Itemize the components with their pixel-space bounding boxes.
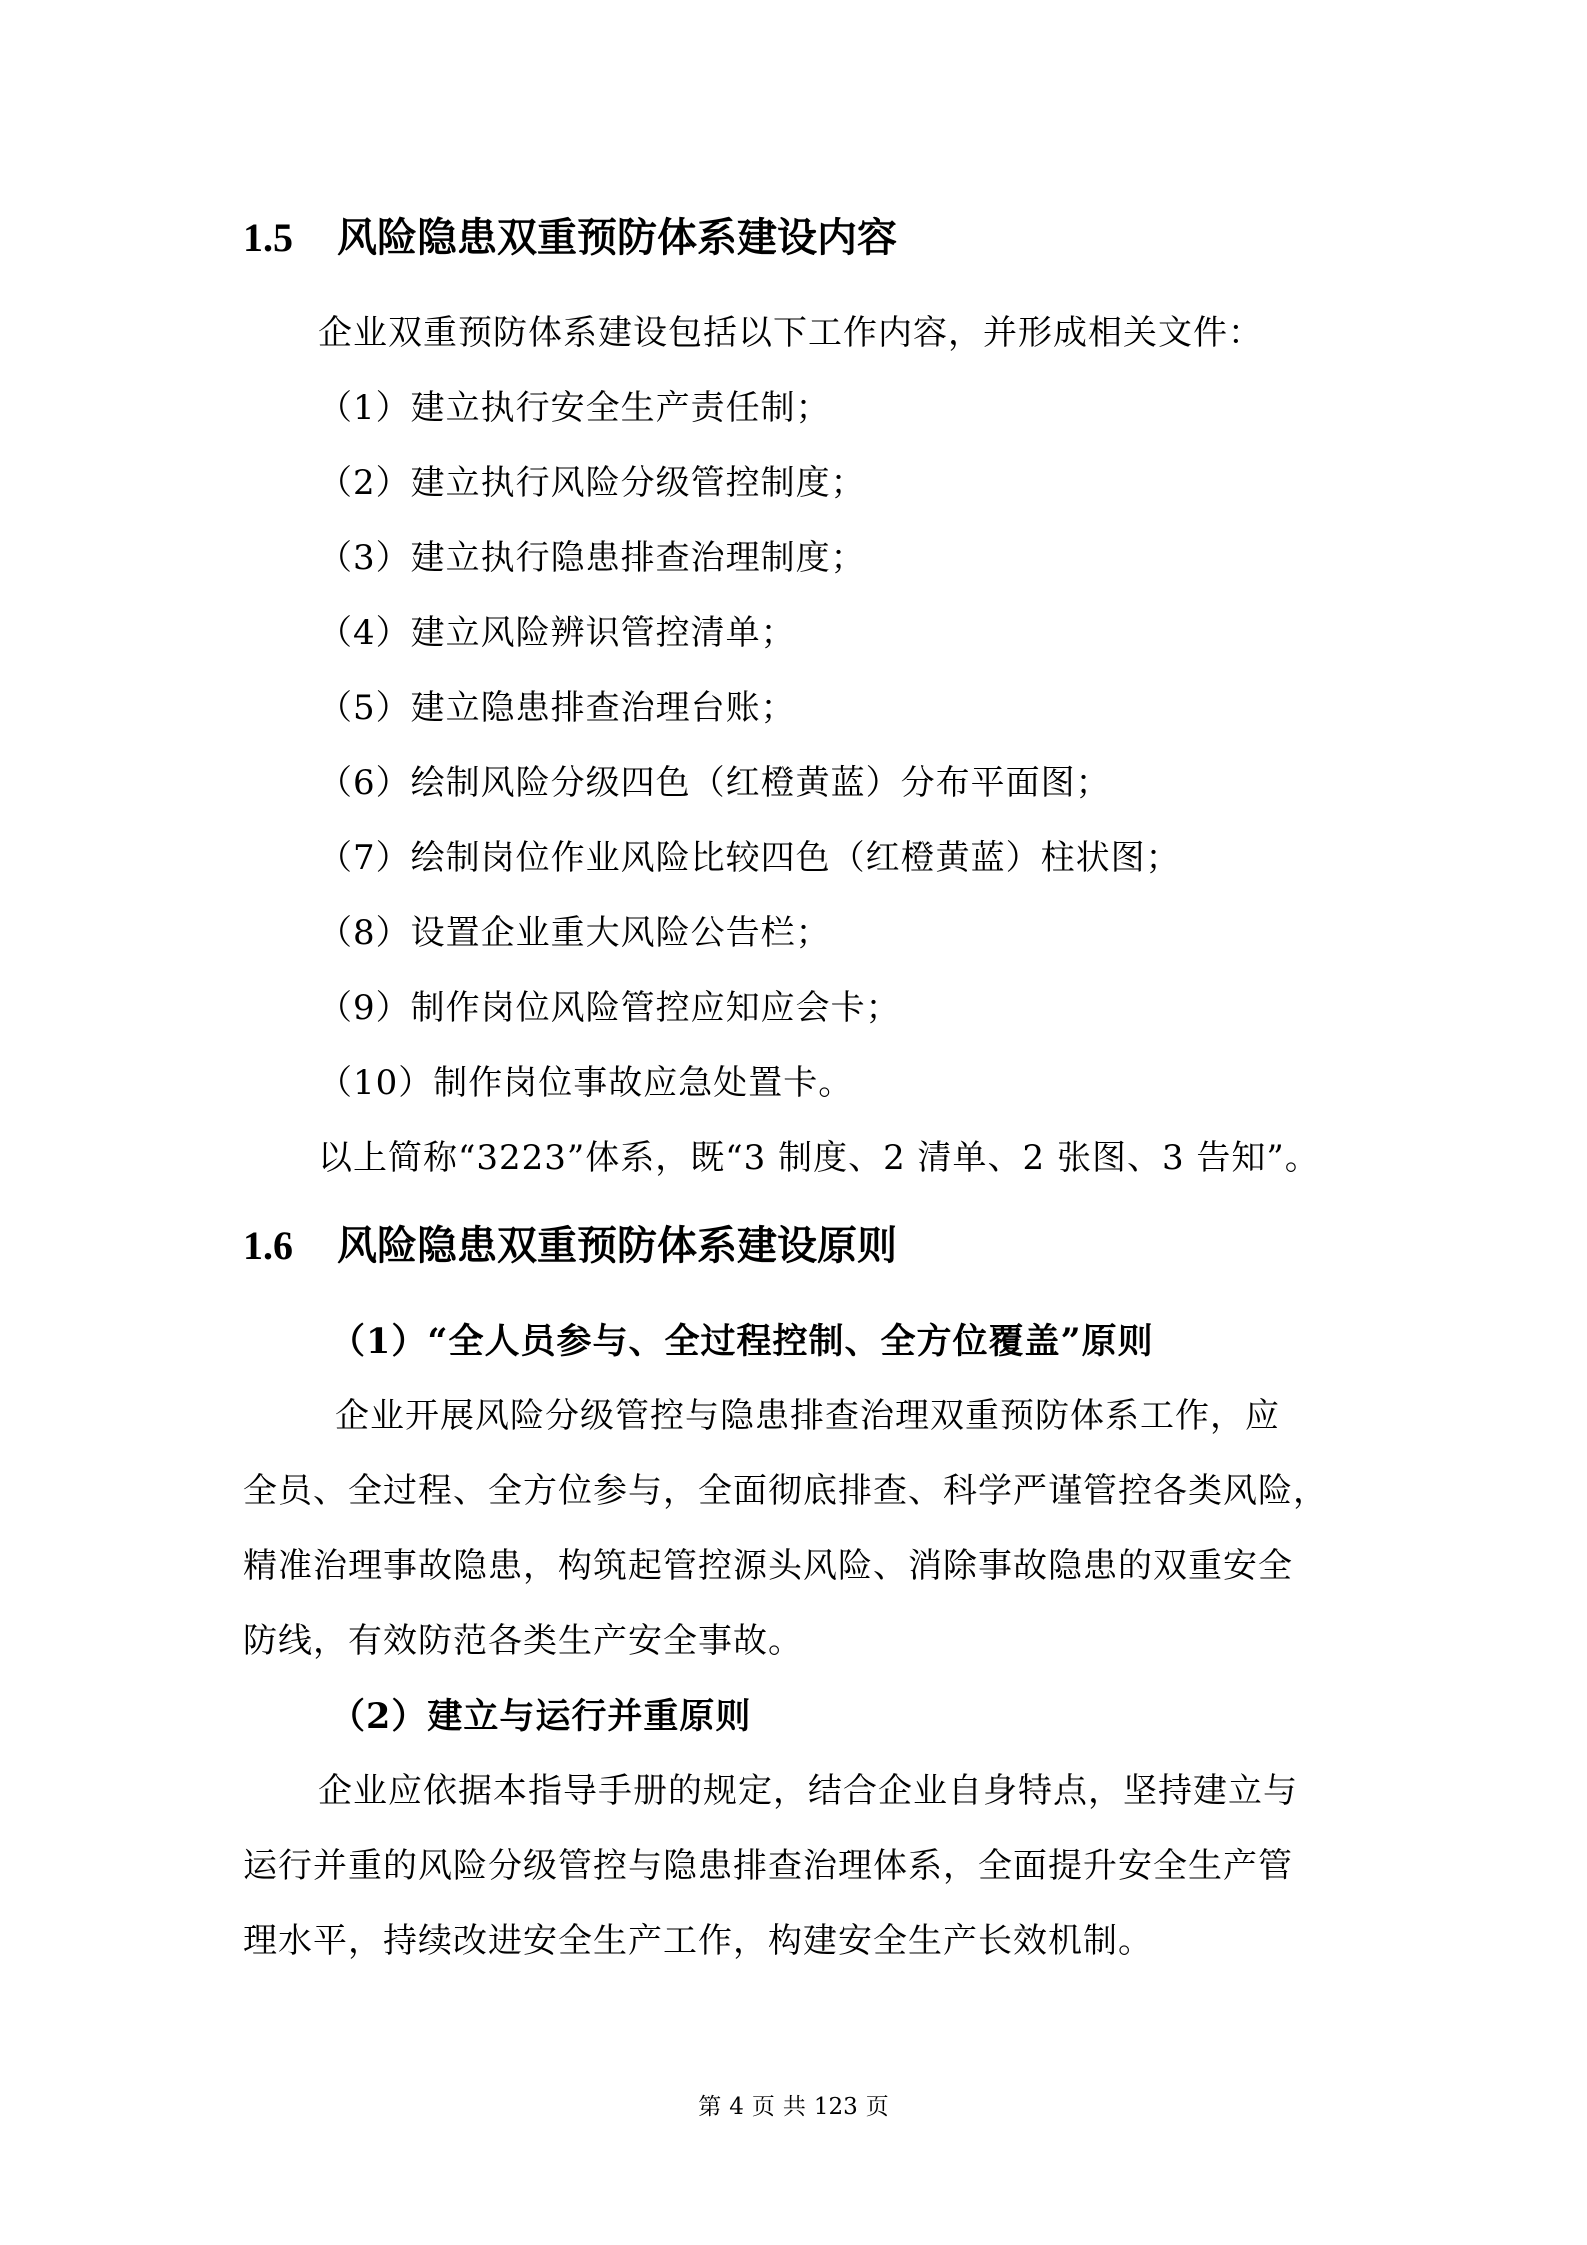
list-item: （5）建立隐患排查治理台账； (318, 688, 796, 728)
footer-prefix: 第 (698, 2094, 722, 2120)
paragraph-line: 精准治理事故隐患，构筑起管控源头风险、消除事故隐患的双重安全 (243, 1546, 1293, 1586)
paragraph-line: 理水平，持续改进安全生产工作，构建安全生产长效机制。 (243, 1921, 1153, 1961)
principle-2-title: （2）建立与运行并重原则 (330, 1696, 752, 1737)
list-item: （9）制作岗位风险管控应知应会卡； (318, 988, 901, 1028)
paragraph-line: 企业应依据本指导手册的规定，结合企业自身特点，坚持建立与 (318, 1771, 1298, 1811)
principle-1-title: （1）“全人员参与、全过程控制、全方位覆盖”原则 (330, 1321, 1154, 1362)
footer-mid: 页 (751, 2094, 775, 2120)
list-item: （3）建立执行隐患排查治理制度； (318, 538, 866, 578)
intro-paragraph: 企业双重预防体系建设包括以下工作内容，并形成相关文件： (318, 313, 1263, 353)
section-number: 1.5 (243, 215, 293, 260)
paragraph-line: 企业开展风险分级管控与隐患排查治理双重预防体系工作，应 (335, 1396, 1280, 1436)
summary-paragraph: 以上简称“3223”体系，既“3 制度、2 清单、2 张图、3 告知”。 (318, 1138, 1320, 1178)
list-item: （7）绘制岗位作业风险比较四色（红橙黄蓝）柱状图； (318, 838, 1181, 878)
section-number: 1.6 (243, 1223, 293, 1268)
section-heading-1-5 (243, 214, 897, 262)
paragraph-line: 防线，有效防范各类生产安全事故。 (243, 1621, 803, 1661)
list-item: （2）建立执行风险分级管控制度； (318, 463, 866, 503)
list-item: （10）制作岗位事故应急处置卡。 (318, 1063, 854, 1103)
list-item: （1）建立执行安全生产责任制； (318, 388, 831, 428)
paragraph-line: 运行并重的风险分级管控与隐患排查治理体系，全面提升安全生产管 (243, 1846, 1293, 1886)
page-footer (0, 2093, 1587, 2121)
paragraph-line: 全员、全过程、全方位参与，全面彻底排查、科学严谨管控各类风险， (243, 1471, 1328, 1511)
footer-total-pages: 123 (813, 2094, 858, 2120)
footer-total-label: 共 (782, 2094, 806, 2120)
footer-suffix: 页 (865, 2094, 889, 2120)
section-title: 风险隐患双重预防体系建设原则 (337, 1222, 897, 1269)
list-item: （8）设置企业重大风险公告栏； (318, 913, 831, 953)
section-heading-1-6 (243, 1222, 897, 1270)
footer-page-number: 4 (729, 2094, 744, 2120)
section-title: 风险隐患双重预防体系建设内容 (337, 214, 897, 261)
list-item: （4）建立风险辨识管控清单； (318, 613, 796, 653)
list-item: （6）绘制风险分级四色（红橙黄蓝）分布平面图； (318, 763, 1111, 803)
